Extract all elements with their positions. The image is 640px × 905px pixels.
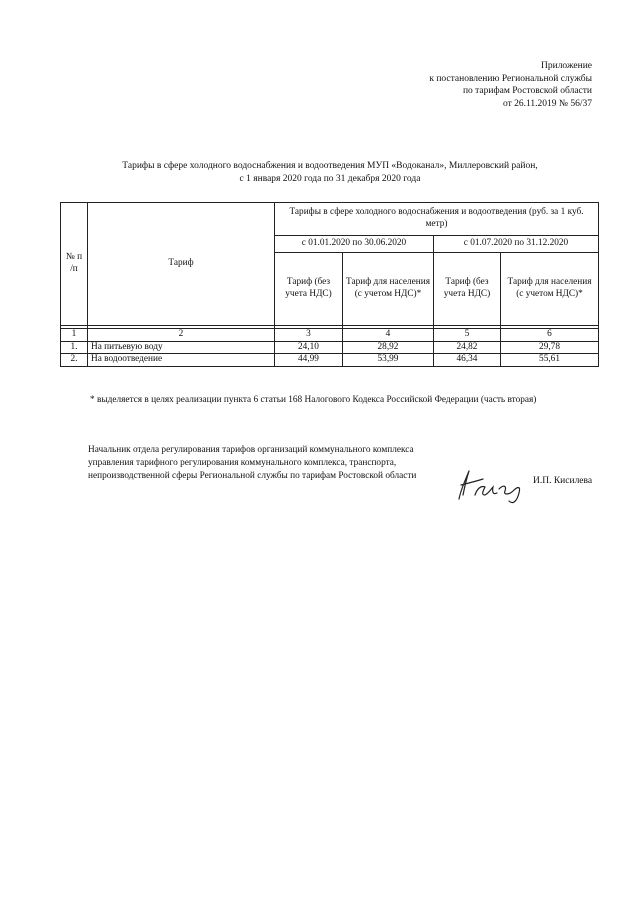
footnote: * выделяется в целях реализации пункта 6 статьи 168 Налогового Кодекса Российской Федерации (часть вторая) <box>90 395 537 405</box>
col-number: 1 <box>61 329 88 342</box>
tariff-table <box>60 202 599 367</box>
row-value: 24,82 <box>434 341 501 354</box>
row-value: 24,10 <box>275 341 343 354</box>
appendix-line-2: к постановлению Региональной службы <box>429 73 592 84</box>
appendix-line-1: Приложение <box>541 61 592 71</box>
appendix-line-4: от 26.11.2019 № 56/37 <box>502 98 592 109</box>
table-numbering-row <box>61 329 599 342</box>
row-value: 53,99 <box>343 354 434 367</box>
row-value: 46,34 <box>434 354 501 367</box>
document-title <box>60 160 600 186</box>
col-number: 3 <box>275 329 343 342</box>
signature-block <box>88 444 416 483</box>
table-row <box>61 341 599 354</box>
signer-title-line-3: непроизводственной сферы Региональной службы по тарифам Ростовской области <box>88 471 417 481</box>
row-name: На водоотведение <box>88 354 275 367</box>
table-header-row <box>61 203 599 236</box>
row-name: На питьевую воду <box>88 341 275 354</box>
header-no: № п /п <box>61 203 88 326</box>
row-no: 2. <box>61 354 88 367</box>
table-row <box>61 354 599 367</box>
row-value: 29,78 <box>501 341 599 354</box>
header-group: Тарифы в сфере холодного водоснабжения и водоотведения (руб. за 1 куб. метр) <box>275 203 599 236</box>
header-population-1: Тариф для населения (с учетом НДС)* <box>343 253 434 326</box>
col-number: 2 <box>88 329 275 342</box>
row-value: 44,99 <box>275 354 343 367</box>
row-value: 28,92 <box>343 341 434 354</box>
col-number: 5 <box>434 329 501 342</box>
header-period-1: с 01.01.2020 по 30.06.2020 <box>275 236 434 253</box>
header-period-2: с 01.07.2020 по 31.12.2020 <box>434 236 599 253</box>
signer-title-line-1: Начальник отдела регулирования тарифов организаций коммунального комплекса <box>88 445 414 455</box>
row-value: 55,61 <box>501 354 599 367</box>
header-no-vat-2: Тариф (без учета НДС) <box>434 253 501 326</box>
signer-title-line-2: управления тарифного регулирования коммунального комплекса, транспорта, <box>88 458 397 468</box>
handwritten-signature <box>455 465 545 505</box>
title-line-1: Тарифы в сфере холодного водоснабжения и водоотведения МУП «Водоканал», Миллеровский район, <box>122 161 538 171</box>
appendix-header <box>429 60 592 110</box>
header-population-2: Тариф для населения (с учетом НДС)* <box>501 253 599 326</box>
col-number: 6 <box>501 329 599 342</box>
row-no: 1. <box>61 341 88 354</box>
signer-name: И.П. Кисилева <box>533 476 593 486</box>
header-no-vat-1: Тариф (без учета НДС) <box>275 253 343 326</box>
appendix-line-3: по тарифам Ростовской области <box>462 86 592 97</box>
header-tariff: Тариф <box>88 203 275 326</box>
col-number: 4 <box>343 329 434 342</box>
title-line-2: с 1 января 2020 года по 31 декабря 2020 года <box>239 174 421 184</box>
